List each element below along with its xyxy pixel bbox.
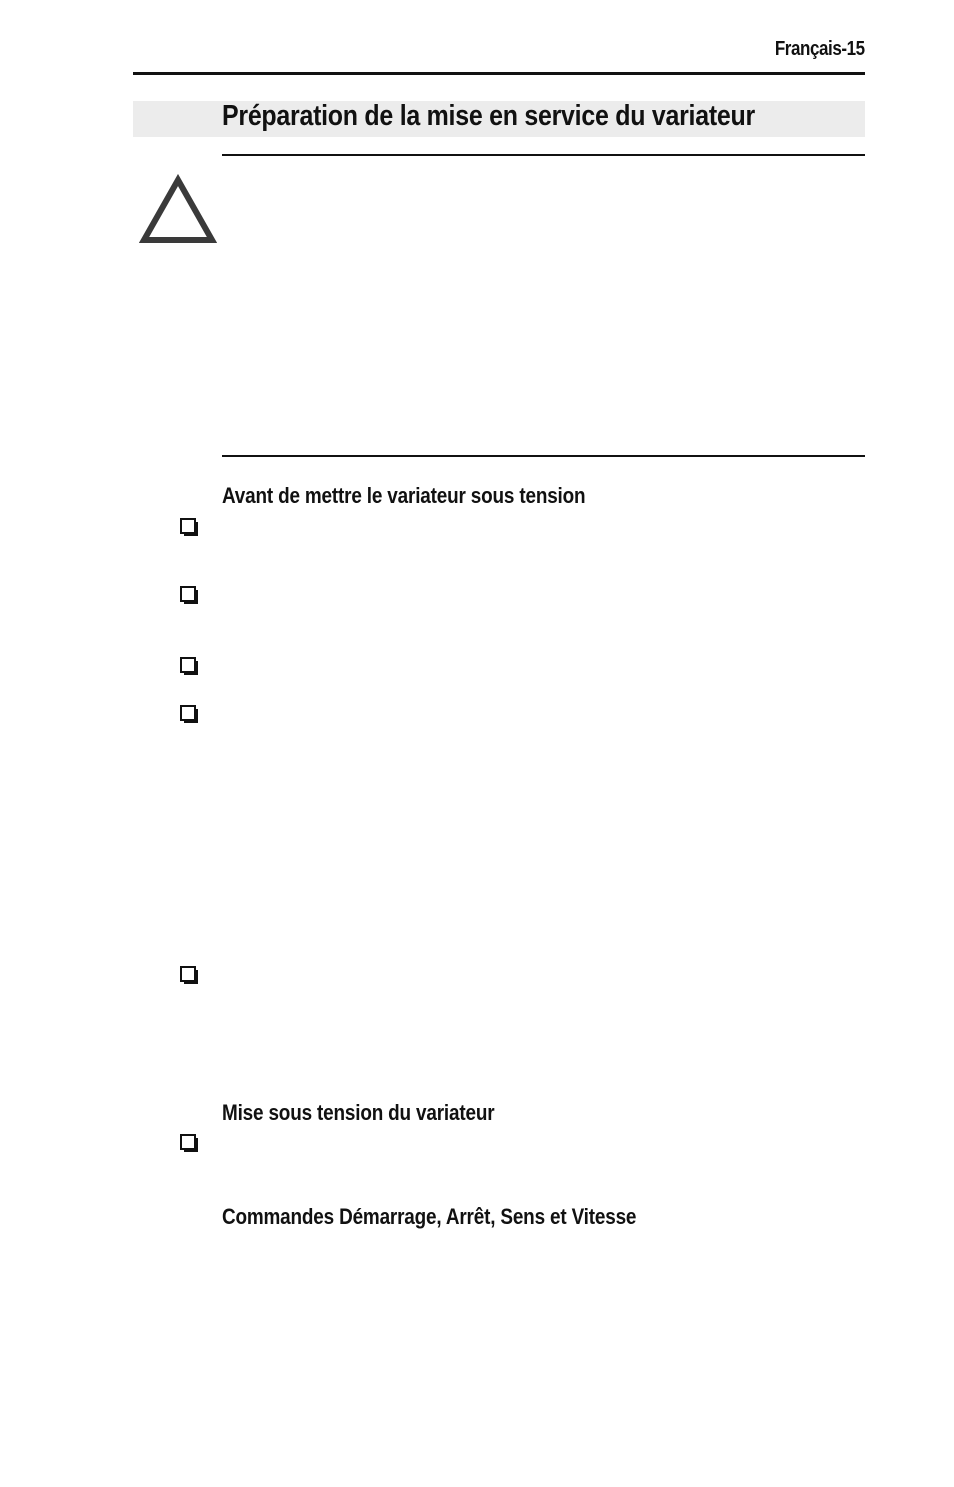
checkbox-icon[interactable] (180, 586, 200, 606)
section-title: Préparation de la mise en service du variateur (222, 100, 755, 132)
page-number: Français-15 (775, 38, 865, 60)
subheading-commands: Commandes Démarrage, Arrêt, Sens et Vitesse (222, 1204, 637, 1229)
checkbox-icon[interactable] (180, 705, 200, 725)
checkbox-icon[interactable] (180, 966, 200, 986)
warning-triangle-icon (139, 174, 217, 246)
checkbox-icon[interactable] (180, 518, 200, 538)
warning-bottom-rule (222, 455, 865, 457)
subheading-power-on: Mise sous tension du variateur (222, 1100, 495, 1125)
warning-top-rule (222, 154, 865, 156)
header-rule (133, 72, 865, 75)
checkbox-icon[interactable] (180, 657, 200, 677)
subheading-before-power: Avant de mettre le variateur sous tension (222, 483, 586, 508)
checkbox-icon[interactable] (180, 1134, 200, 1154)
